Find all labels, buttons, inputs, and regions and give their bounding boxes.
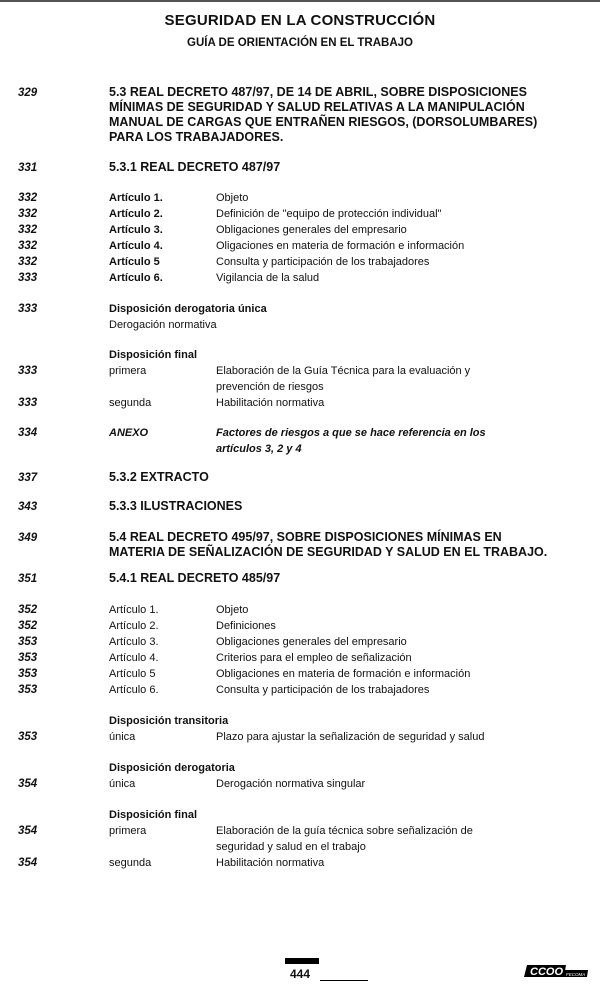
provision-heading: Disposición derogatoria — [109, 762, 235, 774]
page-ref: 332 — [18, 240, 38, 252]
article-text: Consulta y participación de los trabajadores — [216, 256, 430, 268]
article-text: Objeto — [216, 604, 249, 616]
article-text: Obligaciones generales del empresario — [216, 636, 407, 648]
provision-label: primera — [109, 825, 147, 837]
section-heading: 5.3.1 REAL DECRETO 487/97 — [109, 160, 281, 174]
article-label: Artículo 3. — [109, 636, 159, 648]
provision-label: segunda — [109, 857, 152, 869]
article-text: Definición de "equipo de protección individual" — [216, 208, 442, 220]
page-ref: 349 — [18, 532, 38, 544]
article-text: Criterios para el empleo de señalización — [216, 652, 412, 664]
document-title: SEGURIDAD EN LA CONSTRUCCIÓN — [164, 12, 436, 29]
article-label: Artículo 1. — [109, 604, 159, 616]
page-ref: 353 — [18, 636, 38, 648]
logo-text: CCOO — [530, 966, 563, 978]
article-label: Artículo 6. — [109, 684, 159, 696]
article-text: Vigilancia de la salud — [216, 272, 320, 284]
section-heading: 5.3.3 ILUSTRACIONES — [109, 499, 243, 513]
page-ref: 351 — [18, 573, 38, 585]
provision-label: única — [109, 778, 136, 790]
page-ref: 329 — [18, 87, 38, 99]
article-text: Obligaciones generales del empresario — [216, 224, 407, 236]
annex-label: ANEXO — [109, 427, 149, 439]
article-label: Artículo 3. — [109, 224, 163, 236]
provision-text: Plazo para ajustar la señalización de seguridad y salud — [216, 731, 485, 743]
annex-text: Factores de riesgos a que se hace referencia en los artículos 3, 2 y 4 — [216, 427, 486, 455]
footer-rule — [320, 980, 368, 981]
section-heading: 5.4.1 REAL DECRETO 485/97 — [109, 571, 281, 585]
page-ref: 353 — [18, 652, 38, 664]
article-text: Obligaciones en materia de formación e información — [216, 668, 471, 680]
page-ref: 343 — [18, 501, 38, 513]
page-number: 444 — [290, 967, 311, 981]
page-ref: 332 — [18, 208, 38, 220]
page-ref: 332 — [18, 224, 38, 236]
article-label: Artículo 2. — [109, 620, 159, 632]
provision-label: primera — [109, 365, 147, 377]
provision-text: Derogación normativa — [109, 319, 217, 331]
top-border — [0, 0, 600, 2]
page-ref: 353 — [18, 684, 38, 696]
article-label: Artículo 1. — [109, 192, 163, 204]
section-heading: 5.3.2 EXTRACTO — [109, 470, 209, 484]
provision-text: Habilitación normativa — [216, 397, 325, 409]
section-heading: 5.3 REAL DECRETO 487/97, DE 14 DE ABRIL, SOBRE DISPOSICIONES MÍNIMAS DE SEGURIDAD Y SALUD RELATIVAS A LA MANIPULACIÓN MANUAL DE CARGAS QUE ENTRAÑEN RIESGOS, (DORSOLUMBARES) PARA LOS TRABAJADORES. — [109, 85, 538, 144]
page-ref: 354 — [18, 857, 38, 869]
page-ref: 331 — [18, 162, 38, 174]
article-text: Oligaciones en materia de formación e información — [216, 240, 465, 252]
article-label: Artículo 4. — [109, 240, 163, 252]
article-label: Artículo 5 — [109, 668, 156, 680]
article-text: Consulta y participación de los trabajadores — [216, 684, 430, 696]
section-heading: 5.4 REAL DECRETO 495/97, SOBRE DISPOSICIONES MÍNIMAS EN MATERIA DE SEÑALIZACIÓN DE SEGURIDAD Y SALUD EN EL TRABAJO. — [109, 530, 548, 559]
page-ref: 332 — [18, 256, 38, 268]
provision-heading: Disposición final — [109, 349, 198, 361]
page-ref: 333 — [18, 365, 38, 377]
page-ref: 333 — [18, 397, 38, 409]
article-label: Artículo 2. — [109, 208, 163, 220]
provision-text: Habilitación normativa — [216, 857, 325, 869]
provision-label: segunda — [109, 397, 152, 409]
footer-bar — [285, 958, 319, 964]
page-ref: 333 — [18, 272, 38, 284]
article-text: Objeto — [216, 192, 249, 204]
provision-text: Derogación normativa singular — [216, 778, 366, 790]
page-ref: 337 — [18, 472, 38, 484]
document-subtitle: GUÍA DE ORIENTACIÓN EN EL TRABAJO — [187, 37, 413, 49]
page-ref: 354 — [18, 778, 38, 790]
page-ref: 354 — [18, 825, 38, 837]
page-ref: 334 — [18, 427, 38, 439]
provision-text: Elaboración de la Guía Técnica para la evaluación y prevención de riesgos — [216, 365, 471, 393]
page-ref: 353 — [18, 668, 38, 680]
provision-heading: Disposición transitoria — [109, 715, 229, 727]
article-label: Artículo 5 — [109, 256, 160, 268]
article-label: Artículo 4. — [109, 652, 159, 664]
page-ref: 332 — [18, 192, 38, 204]
page-ref: 352 — [18, 620, 38, 632]
page-ref: 353 — [18, 731, 38, 743]
provision-heading: Disposición derogatoria única — [109, 303, 267, 315]
ccoo-logo — [524, 964, 588, 979]
page-ref: 352 — [18, 604, 38, 616]
provision-text: Elaboración de la guía técnica sobre señalización de seguridad y salud en el trabajo — [216, 825, 473, 853]
page-ref: 333 — [18, 303, 38, 315]
logo-subtext: FECOMA — [566, 972, 586, 977]
article-text: Definiciones — [216, 620, 276, 632]
article-label: Artículo 6. — [109, 272, 163, 284]
provision-label: única — [109, 731, 136, 743]
provision-heading: Disposición final — [109, 809, 198, 821]
